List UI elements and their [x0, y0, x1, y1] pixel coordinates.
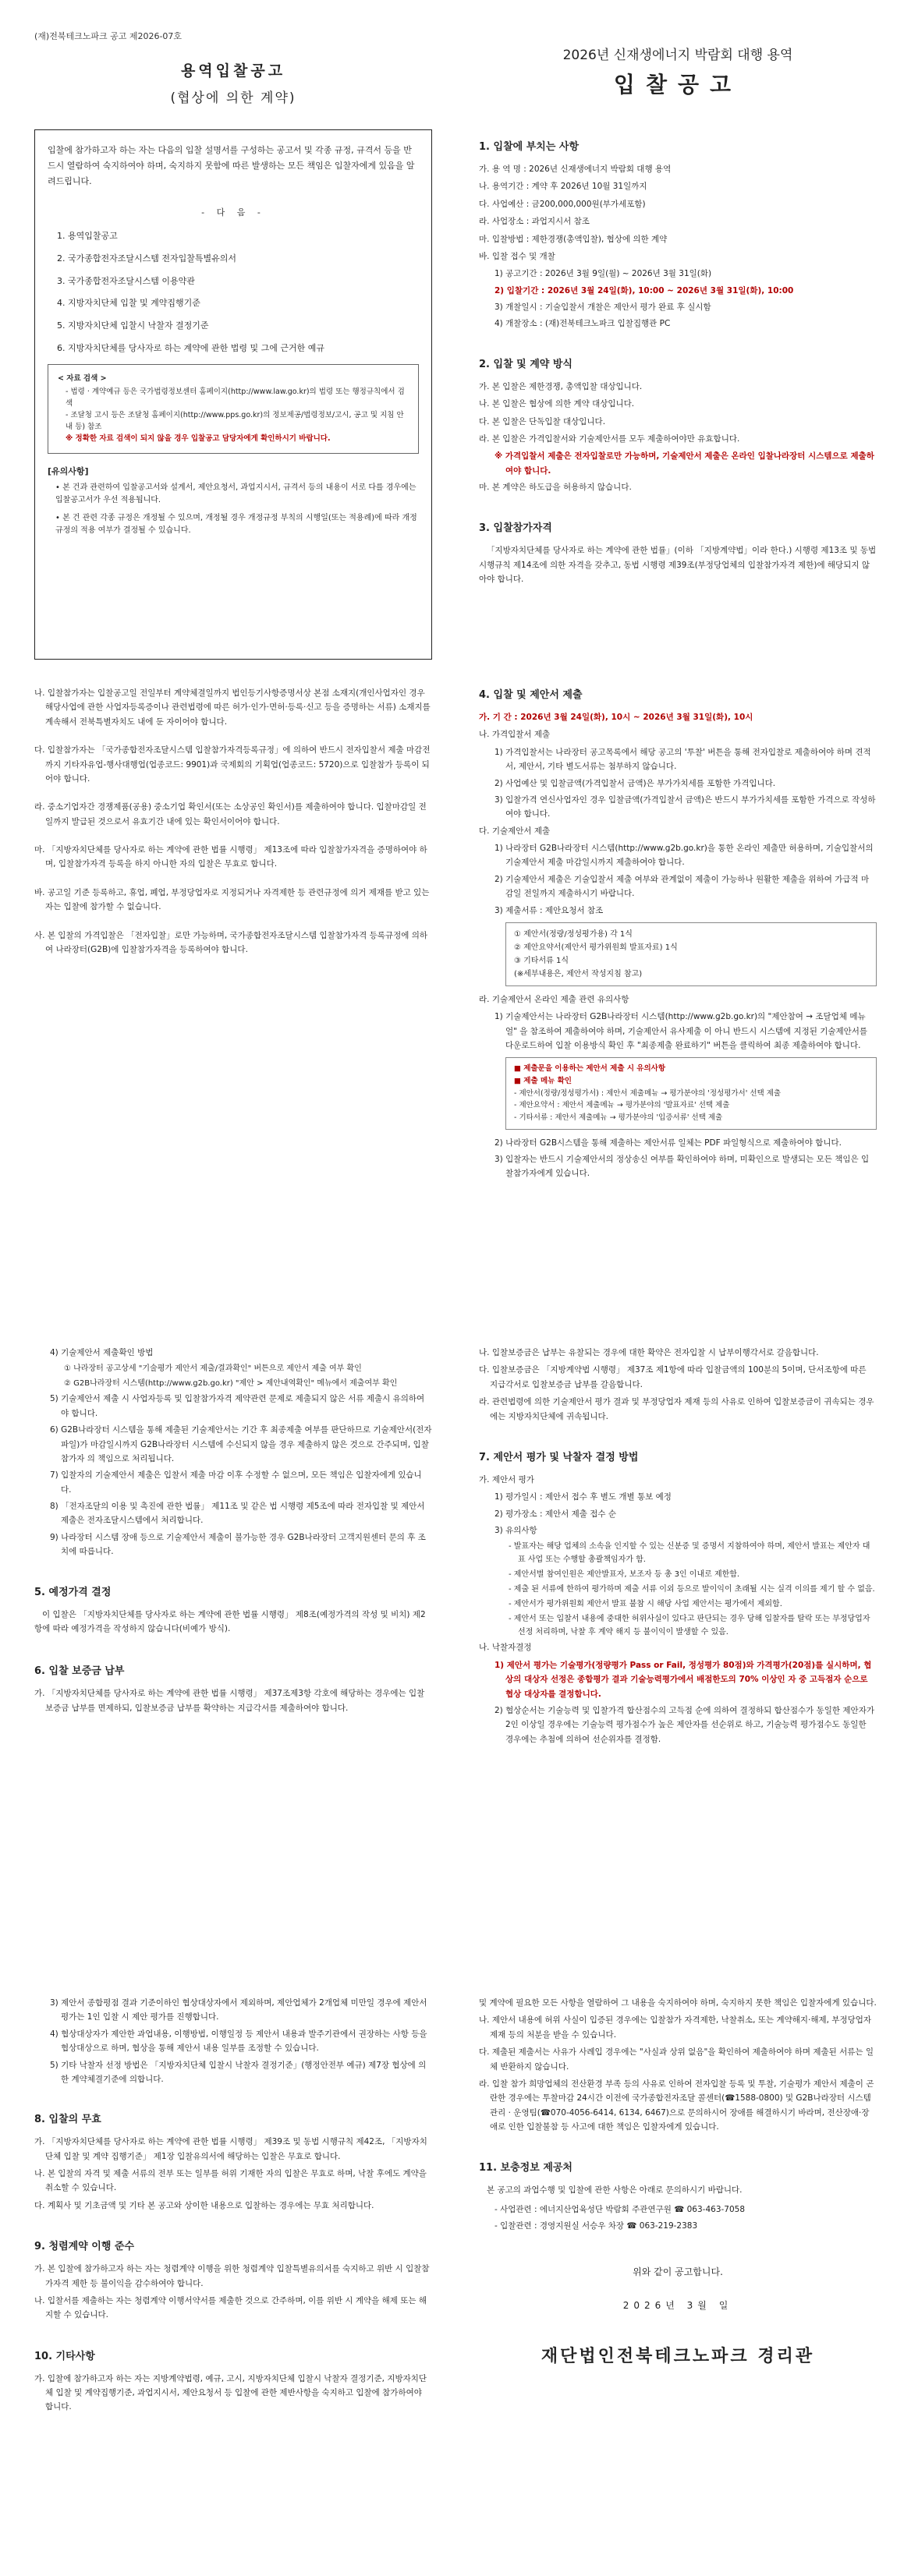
section-8-item: 나. 본 입찰의 자격 및 제출 서류의 전부 또는 일부를 허위 기재한 자의 입찰은 무효로 하며, 낙찰 후에도 계약을 취소할 수 있습니다.: [34, 2169, 427, 2193]
page-1: [34, 30, 877, 622]
section-7-sub: 2) 평가장소 : 제안서 제출 접수 순: [494, 1509, 617, 1519]
section-7-subsub: - 제안서별 참여인원은 제안발표자, 보조자 등 총 3인 이내로 제한함.: [509, 1570, 740, 1580]
closing-text: 위와 같이 공고합니다.: [633, 2266, 723, 2277]
section-5-title: 5. 예정가격 결정: [34, 1586, 112, 1598]
notice-subtitle: (협상에 의한 계약): [170, 90, 296, 106]
reference-search-line: - 법령 · 계약예규 등은 국가법령정보센터 홈페이지(http://www.law.go.kr)의 법령 또는 행정규칙에서 검색: [66, 387, 405, 408]
section-4-lead: 나. 가격입찰서 제출: [479, 730, 551, 740]
misc-item: 및 계약에 필요한 모든 사항을 열람하여 그 내용을 숙지하여야 하며, 숙지하지 못한 책임은 입찰자에게 있습니다.: [479, 1998, 877, 2008]
section-1-item: 가. 용 역 명 : 2026년 신재생에너지 박람회 대행 용역: [479, 165, 672, 174]
submission-menu-box: [505, 1057, 877, 1129]
submission-menu-line: - 제안요약서 : 제안서 제출메뉴 → 평가분야의 '발표자료' 선택 제출: [514, 1101, 730, 1110]
eligibility-item: 사. 본 입찰의 가격입찰은 「전자입찰」로만 가능하며, 국가종합전자조달시스템 입찰참가자격 등록규정에 의하여 나라장터(G2B)에 입찰참가자격을 등록하여야 합니다.: [34, 930, 428, 954]
negotiation-sub: 5) 기타 낙찰자 선정 방법은 「지방자치단체 입찰시 낙찰자 결정기준」(행정안전부 예규) 제7장 협상에 의한 계약체결기준에 의합니다.: [50, 2060, 427, 2084]
section-1-sub: 4) 개찰장소 : (재)전북테크노파크 입찰집행관 PC: [494, 319, 671, 329]
negotiation-sub: 3) 제안서 종합평점 결과 기준이하인 협상대상자에서 제외하며, 제안업체가 2개업체 미만일 경우에 제안서 평가는 1인 입찰 시 제안 평가를 진행합니다.: [50, 1998, 427, 2022]
eligibility-item: 나. 입찰참가자는 입찰공고일 전일부터 계약체결일까지 법인등기사항증명서상 본점 소재지(개인사업자인 경우 해당사업에 관한 사업자등록증이나 관련법령에 따른 허가·인가·면허·등록·신고 등을 증명하는 서류) 소재지를 계속해서 전북특별자치도 내에 둔 자이어야 합니다.: [34, 688, 431, 727]
reference-search-warning: ※ 정확한 자료 검색이 되지 않을 경우 입찰공고 담당자에게 확인하시기 바랍니다.: [66, 434, 331, 444]
section-2-note: ※ 가격입찰서 제출은 전자입찰로만 가능하며, 기술제안서 제출은 온라인 입찰나라장터 시스템으로 제출하여야 합니다.: [494, 451, 874, 476]
misc-item: 나. 제안서 내용에 허위 사실이 입증된 경우에는 입찰참가 자격제한, 낙찰취소, 또는 계약해지·해제, 부정당업자제재 등의 처분을 받을 수 있습니다.: [479, 2015, 872, 2040]
reference-search-line: - 조달청 고시 등은 조달청 홈페이지(http://www.pps.go.kr)의 정보제공/법령정보/고시, 공고 및 지침 안내 등) 참조: [66, 411, 404, 432]
section-8-item: 다. 계획사 및 기초금액 및 기타 본 공고와 상이한 내용으로 입찰하는 경우에는 무효 처리합니다.: [34, 2200, 374, 2210]
section-4-sub: 2) 기술제안서 제출은 기술입찰서 제출 여부와 관계없이 제출이 가능하나 원활한 제출을 위하여 가급적 마감일 전일까지 제출하시기 바랍니다.: [494, 874, 870, 899]
section-9-item: 가. 본 입찰에 참가하고자 하는 자는 청렴계약 이행을 위한 청렴계약 입찰특별유의서를 숙지하고 위반 시 입찰참가자격 제한 등 불이익을 감수하여야 합니다.: [34, 2264, 430, 2288]
eligibility-item: 라. 중소기업자간 경쟁제품(공용) 중소기업 확인서(또는 소상공인 확인서)를 제출하여야 합니다. 입찰마감일 전일까지 발급된 것으로서 유효기간 내에 있는 확인서이어야 합니다.: [34, 802, 427, 826]
section-3-text: 「지방자치단체를 당사자로 하는 계약에 관한 법률」(이하 「지방계약법」이라 한다.) 시행령 제13조 및 동법 시행규칙 제14조에 의한 자격을 갖추고, 동법 시행령 제39조(부정당업체의 입찰참가자격 제한)에 해당되지 않아야 합니다.: [479, 546, 877, 585]
section-1-sub: 1) 공고기간 : 2026년 3월 9일(월) ~ 2026년 3월 31일(화): [494, 269, 712, 279]
section-7-subsub: - 발표자는 해당 업체의 소속을 인지할 수 있는 신분증 및 증명서 지참하여야 하며, 제안서 발표는 제안자 대표 사업 또는 수행할 총괄책임자가 함.: [509, 1542, 870, 1565]
submission-menu-line: ■ 제출 메뉴 확인: [514, 1077, 572, 1086]
center-label: - 다 음 -: [201, 207, 265, 218]
submission-document: ② 제안요약서(제안서 평가위원회 발표자료) 1식: [514, 943, 678, 952]
deposit-item: 라. 관련법령에 의한 기술제안서 평가 결과 및 부정당업자 제재 등의 사유로 인하여 입찰보증금이 귀속되는 경우에는 지방자치단체에 귀속됩니다.: [479, 1397, 874, 1421]
contact-line: - 입찰관련 : 경영지원실 서승우 차장 ☎ 063-219-2383: [494, 2221, 698, 2231]
eligibility-item: 다. 입찰참가자는 「국가종합전자조달시스템 입찰참가자격등록규정」에 의하여 반드시 전자입찰서 제출 마감전까지 기타자유업-행사대행업(업종코드: 9901)과 국제회의 기획업(업종코드: 5720)으로 입찰참가 등록이 되어야 합니다.: [34, 745, 431, 784]
section-4-period: 가. 기 간 : 2026년 3월 24일(화), 10시 ~ 2026년 3월 31일(화), 10시: [479, 713, 753, 722]
section-4-sub: 3) 입찰가격 연신사업자인 경우 입찰금액(가격입찰서 금액)은 반드시 부가가치세를 포함한 가격으로 작성하여야 합니다.: [494, 794, 876, 819]
section-3-title: 3. 입찰참가자격: [479, 522, 552, 535]
section-6-title: 6. 입찰 보증금 납부: [34, 1665, 125, 1678]
law-item: 6. 지방자치단체를 당사자로 하는 계약에 관한 법령 및 그에 근거한 예규: [57, 342, 324, 353]
section-8-item: 가. 「지방자치단체를 당사자로 하는 계약에 관한 법률 시행령」 제39조 및 동법 시행규칙 제42조, 「지방자치단체 입찰 및 계약 집행기준」 제1장 입찰유의서에 해당하는 입찰은 무효로 합니다.: [34, 2137, 427, 2161]
section-4-sub: 1) 나라장터 G2B나라장터 시스템(http://www.g2b.go.kr)을 통한 온라인 제출만 허용하며, 기술입찰서의 기술제안서 제출 마감일시까지 제출하여야 합니다.: [494, 844, 874, 868]
page-3: [34, 1346, 877, 1891]
submission-menu-line: ■ 제출문을 이용하는 제안서 제출 시 유의사항: [514, 1064, 666, 1074]
page-4-right-column: [479, 1996, 877, 2367]
section-1-item: 다. 사업예산 : 금200,000,000원(부가세포함): [479, 199, 646, 209]
page-1-left-column: [34, 30, 432, 660]
section-7-sub: 1) 평가일시 : 제안서 접수 후 별도 개별 통보 예정: [494, 1492, 672, 1502]
section-8-title: 8. 입찰의 무효: [34, 2114, 101, 2126]
page-1-right-column: [479, 30, 877, 592]
misc-item: 다. 제출된 제출서는 사유가 사례입 경우에는 "사실과 상위 없음"을 확인하여 제출하여야 하며 제출된 서류는 일체 반환하지 않습니다.: [479, 2047, 874, 2072]
confirmation-sub: 4) 기술제안서 제출확인 방법: [50, 1348, 154, 1357]
caution-title: [유의사항]: [48, 465, 89, 476]
reference-search-head: < 자료 검색 >: [58, 373, 107, 383]
confirmation-sub: 5) 기술제안서 제출 시 사업자등록 및 입찰참가자격 제약관련 문제로 제출되지 않은 서류 제출시 유의하여야 합니다.: [50, 1394, 425, 1418]
section-1-item: 바. 입찰 접수 및 개찰: [479, 251, 555, 261]
section-1-sub: 2) 입찰기간 : 2026년 3월 24일(화), 10:00 ~ 2026년 3월 31일(화), 10:00: [494, 285, 794, 295]
page-2: [34, 686, 877, 1263]
law-item: 5. 지방자치단체 입찰시 낙찰자 결정기준: [57, 320, 209, 331]
section-7-sub: 1) 제안서 평가는 기술평가(정량평가 Pass or Fail, 정성평가 80점)와 가격평가(20점)를 실시하며, 협상의 대상자 선정은 종합평가 결과 기술능력평가에서 배점한도의 70% 이상인 자 중 고득점자 순으로 협상 대상자를 결정합니다.: [494, 1660, 872, 1699]
section-1-item: 나. 용역기간 : 계약 후 2026년 10월 31일까지: [479, 182, 647, 192]
submission-menu-line: - 기타서류 : 제안서 제출메뉴 → 평가분야의 '입증서류' 선택 제출: [514, 1113, 723, 1123]
page-2-left-column: [34, 686, 432, 960]
section-7-sub: 2) 협상순서는 기술능력 및 입찰가격 합산점수의 고득점 순에 의하여 결정하되 합산점수가 동일한 제안자가 2인 이상일 경우에는 기술능력 평가점수가 높은 제안자를 선순위로 하고, 기술능력 평가점수도 동일한 경우에는 추첨에 의하여 선순위자를 결정함.: [494, 1705, 874, 1744]
project-title: 2026년 신재생에너지 박람회 대행 용역: [562, 48, 793, 63]
confirmation-subsub: ① 나라장터 공고상세 "기술평가 제안서 제출/결과확인" 버튼으로 제안서 제출 여부 확인: [64, 1364, 362, 1374]
notice-title: 용역입찰공고: [180, 62, 286, 80]
page-4-left-column: [34, 1996, 432, 2418]
section-7-lead: 가. 제안서 평가: [479, 1474, 534, 1484]
section-4-sub: 3) 입찰자는 반드시 기술제안서의 정상송신 여부를 확인하여야 하며, 미확인으로 발생되는 모든 책임은 입찰참가자에게 있습니다.: [494, 1155, 870, 1179]
submission-document: ③ 기타서류 1식: [514, 956, 569, 965]
section-2-item: 나. 본 입찰은 협상에 의한 계약 대상입니다.: [479, 399, 635, 409]
intro-text: 입찰에 참가하고자 하는 자는 다음의 입찰 설명서를 구성하는 공고서 및 각종 규정, 규격서 등을 반드시 열람하여 숙지하여야 하며, 숙지하지 못함에 따른 발생하는 모든 책임은 입찰자에게 있음을 알려드립니다.: [48, 145, 415, 186]
issuing-organization: 재단법인전북테크노파크 경리관: [541, 2346, 815, 2366]
section-4-title: 4. 입찰 및 제안서 제출: [479, 689, 583, 701]
deposit-item: 다. 입찰보증금은 「지방계약법 시행령」 제37조 제1항에 따라 입찰금액의 100분의 5이며, 단서조항에 따른 지급각서로 입찰보증금 납부를 갈음합니다.: [479, 1365, 867, 1389]
section-5-text: 이 입찰은 「지방자치단체를 당사자로 하는 계약에 관한 법률 시행령」 제8조(예정가격의 작성 및 비치) 제2항에 따라 예정가격을 작성하지 않습니다(비예가 방식).: [34, 1609, 426, 1633]
section-1-sub: 3) 개찰일시 : 기술입찰서 개찰은 제안서 평가 완료 후 실시함: [494, 303, 711, 312]
caution-line: • 본 건과 관련하여 입찰공고서와 설계서, 제안요청서, 과업지시서, 규격서 등의 내용이 서로 다를 경우에는 입찰공고서가 우선 적용됩니다.: [55, 483, 417, 505]
section-9-item: 나. 입찰서를 제출하는 자는 청렴계약 이행서약서를 제출한 것으로 간주하며, 이를 위반 시 계약을 해제 또는 해지할 수 있습니다.: [34, 2295, 427, 2320]
confirmation-sub: 8) 「전자조달의 이용 및 촉진에 관한 법률」 제11조 및 같은 법 시행령 제5조에 따라 전자입찰 및 제안서 제출은 전자조달시스템에서 처리합니다.: [50, 1502, 425, 1526]
notice-date: 2026년 3월 일: [622, 2299, 733, 2311]
section-4-sub: 2) 나라장터 G2B시스템을 통해 제출하는 제안서류 일체는 PDF 파일형식으로 제출하여야 합니다.: [494, 1138, 842, 1148]
law-item: 2. 국가종합전자조달시스템 전자입찰특별유의서: [57, 253, 237, 264]
page-2-right-column: [479, 686, 877, 1184]
confirmation-sub: 7) 입찰자의 기술제안서 제출은 입찰서 제출 마감 이후 수정할 수 없으며, 모든 책임은 입찰자에게 있습니다.: [50, 1470, 422, 1495]
caution-line: • 본 건 관련 각종 규정은 개정될 수 있으며, 개정될 경우 개정규정 부칙의 시행일(또는 적용례)에 따라 개정 규정의 적용 여부가 결정될 수 있습니다.: [55, 513, 417, 536]
section-7-title: 7. 제안서 평가 및 낙찰자 결정 방법: [479, 1451, 639, 1463]
submission-document: (※세부내용은, 제안서 작성지침 참고): [514, 969, 643, 978]
misc-item: 라. 입찰 참가 희망업체의 전산환경 부족 등의 사유로 인하여 전자입찰 등록 및 투찰, 기술평가 제안서 제출이 곤란한 경우에는 투찰마감 24시간 이전에 국가종합전자조달 콜센터(☎1588-0800) 및 G2B나라장터 시스템 관리 · 운영팀(☎070-4056-6414, 6134, 6467)으로 문의하시어 장애를 해결하시기 바라며, 전산장애·장애로 인한 입찰불참 등 사고에 대한 책임은 입찰자에게 있습니다.: [479, 2079, 874, 2132]
section-4-sub: 3) 제출서류 : 제안요청서 참조: [494, 905, 604, 915]
section-1-item: 라. 사업장소 : 과업지시서 참조: [479, 217, 590, 227]
section-7-sub: 3) 유의사항: [494, 1526, 537, 1535]
section-4-lead: 다. 기술제안서 제출: [479, 826, 551, 836]
section-4-lead: 라. 기술제안서 온라인 제출 관련 유의사항: [479, 994, 629, 1004]
eligibility-item: 마. 「지방자치단체를 당사자로 하는 계약에 관한 법률 시행령」 제13조에 따라 입찰참가자격을 증명하여야 하며, 입찰참가자격 등록을 하지 아니한 자의 입찰은 무효로 합니다.: [34, 845, 427, 869]
law-item: 4. 지방자치단체 입찰 및 계약집행기준: [57, 298, 200, 309]
section-2-item: 라. 본 입찰은 가격입찰서와 기술제안서를 모두 제출하여야만 유효합니다.: [479, 433, 740, 444]
law-item: 1. 용역입찰공고: [57, 231, 118, 242]
submission-document: ① 제안서(정량/정성평가용) 각 1식: [514, 929, 633, 939]
eligibility-item: 바. 공고일 기준 등록하고, 휴업, 폐업, 부정당업자로 지정되거나 자격제한 등 관련규정에 의거 제재를 받고 있는 자는 입찰에 참가할 수 없습니다.: [34, 887, 430, 912]
contact-line: - 사업관련 : 에너지산업육성단 박람회 주관연구원 ☎ 063-463-7058: [494, 2204, 746, 2214]
law-item: 3. 국가종합전자조달시스템 이용약관: [57, 275, 195, 286]
negotiation-sub: 4) 협상대상자가 제안한 과업내용, 이행방법, 이행일정 등 제안서 내용과 발주기관에서 권장하는 사항 등을 협상대상으로 하며, 협상을 통해 제안서 내용 일부를 조정할 수 있습니다.: [50, 2029, 427, 2054]
section-2-item: 마. 본 계약은 하도급을 허용하지 않습니다.: [479, 483, 632, 492]
page-4: [34, 1996, 877, 2542]
section-11-title: 11. 보충정보 제공처: [479, 2162, 572, 2174]
intro-box: [34, 129, 432, 660]
confirmation-sub: 9) 나라장터 시스템 장애 등으로 기술제안서 제출이 불가능한 경우 G2B나라장터 고객지원센터 문의 후 조치에 따릅니다.: [50, 1532, 426, 1557]
section-4-sub: 2) 사업예산 및 입찰금액(가격입찰서 금액)은 부가가치세를 포함한 가격입니다.: [494, 778, 776, 788]
section-2-item: 가. 본 입찰은 제한경쟁, 총액입찰 대상입니다.: [479, 381, 643, 391]
bid-title: 입찰공고: [613, 72, 743, 97]
section-7-lead: 나. 낙찰자결정: [479, 1643, 532, 1653]
section-7-subsub: - 제안서가 평가위원회 제안서 발표 불참 시 해당 사업 제안서는 평가에서 제외함.: [509, 1600, 782, 1609]
reference-search-box: [48, 364, 419, 454]
section-2-title: 2. 입찰 및 계약 방식: [479, 358, 572, 370]
deposit-item: 나. 입찰보증금은 납부는 유찰되는 경우에 대한 확약은 전자입찰 시 납부이행각서로 갈음합니다.: [479, 1348, 819, 1357]
section-7-subsub: - 제출 된 서류에 한하여 평가하며 제출 서류 이외 등으로 발이익이 초래될 시는 실격 이의를 제기 할 수 없음.: [509, 1585, 875, 1594]
submission-documents-box: [505, 922, 877, 986]
notice-number: (재)전북테크노파크 공고 제2026-07호: [34, 31, 183, 41]
section-4-sub: 1) 가격입찰서는 나라장터 공고목록에서 해당 공고의 '투찰' 버튼을 통해 전자입찰로 제출하여야 하며 견적서, 제안서, 기타 별도서류는 첨부하지 않습니다.: [494, 747, 871, 772]
section-2-item: 다. 본 입찰은 단독입찰 대상입니다.: [479, 416, 606, 426]
section-9-title: 9. 청렴계약 이행 준수: [34, 2241, 135, 2253]
law-list: [48, 229, 419, 356]
section-1-title: 1. 입찰에 부치는 사항: [479, 141, 580, 153]
section-11-text: 본 공고의 과업수행 및 입찰에 관한 사항은 아래로 문의하시기 바랍니다.: [487, 2185, 743, 2196]
section-7-subsub: - 제안서 또는 입찰서 내용에 중대한 허위사실이 있다고 판단되는 경우 당해 입찰자를 탈락 또는 부정당업자 선정 처리하며, 낙찰 후 계약 해지 등 불이익이 발생할 수 있음.: [509, 1615, 870, 1637]
section-10-title: 10. 기타사항: [34, 2350, 95, 2362]
section-1-item: 마. 입찰방법 : 제한경쟁(총액입찰), 협상에 의한 계약: [479, 234, 668, 244]
section-6-text: 가. 「지방자치단체를 당사자로 하는 계약에 관한 법률 시행령」 제37조제3항 각호에 해당하는 경우에는 입찰보증금 납부를 면제하되, 입찰보증금 납부를 확약하는 지급각서를 제출하여야 합니다.: [34, 1689, 425, 1713]
page-3-right-column: [479, 1346, 877, 1749]
confirmation-subsub: ② G2B나라장터 시스템(http://www.g2b.go.kr) "제안 > 제안내역확인" 메뉴에서 제출여부 확인: [64, 1379, 398, 1389]
section-4-sub: 1) 기술제안서는 나라장터 G2B나라장터 시스템(http://www.g2b.go.kr)의 "제안참여 → 조달업체 메뉴얼" 을 참조하여 제출하여야 하며, 기술제안서 유사제출 이 아니 반드시 시스템에 지정된 기술제안서를 다운로드하여 입찰 이용방식 확인 후 "최종제출 완료하기" 버튼을 클릭하여 최종 제출하여야 합니다.: [494, 1012, 868, 1050]
page-3-left-column: [34, 1346, 432, 1718]
section-10-item: 가. 입찰에 참가하고자 하는 자는 지방계약법령, 예규, 고시, 지방자치단체 입찰시 낙찰자 결정기준, 지방자치단체 입찰 및 계약집행기준, 과업지시서, 제안요청서 등 입찰에 관한 제반사항을 숙지하고 입찰에 참가하여야 합니다.: [34, 2373, 427, 2412]
confirmation-sub: 6) G2B나라장터 시스템을 통해 제출된 기술제안서는 기간 후 최종제출 여부를 판단하므로 기술제안서(전자파일)가 마감일시까지 G2B나라장터 시스템에 수신되지 않을 경우 제출하지 않은 것으로 간주되며, 입찰참가자 의 책임으로 처리됩니다.: [50, 1425, 432, 1463]
submission-menu-line: - 제안서(정량/정성평가서) : 제안서 제출메뉴 → 평가분야의 '정성평가서' 선택 제출: [514, 1088, 782, 1098]
